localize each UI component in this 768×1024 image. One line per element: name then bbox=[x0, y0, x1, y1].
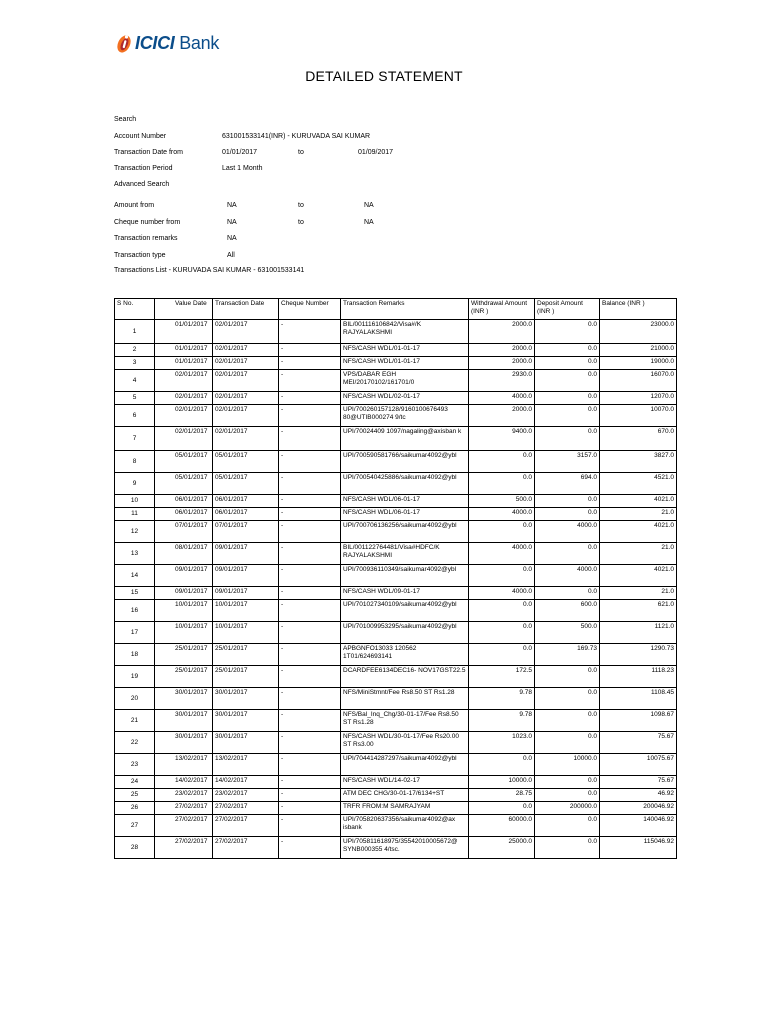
account-label: Account Number bbox=[114, 133, 167, 140]
table-row bbox=[115, 776, 677, 789]
cell-value-date: 13/02/2017 bbox=[155, 754, 213, 776]
cell-balance: 140046.92 bbox=[600, 815, 677, 837]
cell-withdrawal: 0.0 bbox=[469, 565, 535, 587]
cell-remarks: UPI/701027340109/saikumar4092@ybl bbox=[341, 600, 469, 622]
cell-value-date: 05/01/2017 bbox=[155, 473, 213, 495]
table-row bbox=[115, 451, 677, 473]
account-value: 631001533141(INR) - KURUVADA SAI KUMAR bbox=[222, 133, 371, 140]
table-row bbox=[115, 543, 677, 565]
cell-remarks: UPI/700260157128/9160100676493 80@UTIB000274 9/tc bbox=[341, 405, 469, 427]
table-row bbox=[115, 473, 677, 495]
cell-cheque-number: - bbox=[279, 344, 341, 357]
cell-deposit: 0.0 bbox=[535, 688, 600, 710]
cell-withdrawal: 2000.0 bbox=[469, 344, 535, 357]
cell-cheque-number: - bbox=[279, 521, 341, 543]
cell-remarks: NFS/CASH WDL/06-01-17 bbox=[341, 508, 469, 521]
cell-transaction-date: 27/02/2017 bbox=[213, 815, 279, 837]
cell-value-date: 02/01/2017 bbox=[155, 370, 213, 392]
cell-balance: 21.0 bbox=[600, 508, 677, 521]
type-value: All bbox=[227, 252, 235, 259]
cell-remarks: DCARDFEE6134DEC16- NOV17GST22.5 bbox=[341, 666, 469, 688]
cell-value-date: 27/02/2017 bbox=[155, 802, 213, 815]
cell-withdrawal: 2000.0 bbox=[469, 357, 535, 370]
cell-withdrawal: 0.0 bbox=[469, 644, 535, 666]
table-row bbox=[115, 370, 677, 392]
remarks-value: NA bbox=[227, 235, 237, 242]
cell-deposit: 500.0 bbox=[535, 622, 600, 644]
cell-value-date: 10/01/2017 bbox=[155, 622, 213, 644]
cell-remarks: TRFR FROM:M SAMRAJYAM bbox=[341, 802, 469, 815]
cell-cheque-number: - bbox=[279, 427, 341, 451]
cell-transaction-date: 02/01/2017 bbox=[213, 370, 279, 392]
cell-transaction-date: 09/01/2017 bbox=[213, 543, 279, 565]
cell-deposit: 694.0 bbox=[535, 473, 600, 495]
cell-balance: 75.67 bbox=[600, 732, 677, 754]
cell-balance: 21.0 bbox=[600, 543, 677, 565]
cell-deposit: 0.0 bbox=[535, 392, 600, 405]
cell-balance: 1121.0 bbox=[600, 622, 677, 644]
cell-cheque-number: - bbox=[279, 789, 341, 802]
cell-cheque-number: - bbox=[279, 370, 341, 392]
table-row bbox=[115, 495, 677, 508]
period-value: Last 1 Month bbox=[222, 165, 263, 172]
cell-remarks: NFS/Bal_Inq_Chg/30-01-17/Fee Rs8.50 ST Rs1.28 bbox=[341, 710, 469, 732]
cell-cheque-number: - bbox=[279, 600, 341, 622]
cell-balance: 1098.67 bbox=[600, 710, 677, 732]
cell-remarks: NFS/CASH WDL/01-01-17 bbox=[341, 357, 469, 370]
cell-deposit: 0.0 bbox=[535, 427, 600, 451]
cell-value-date: 08/01/2017 bbox=[155, 543, 213, 565]
cell-sno: 15 bbox=[115, 587, 155, 600]
cell-sno: 20 bbox=[115, 688, 155, 710]
table-header-row bbox=[115, 299, 677, 320]
amount-from-value: NA bbox=[227, 202, 237, 209]
cell-value-date: 05/01/2017 bbox=[155, 451, 213, 473]
cell-deposit: 0.0 bbox=[535, 543, 600, 565]
cell-remarks: NFS/CASH WDL/14-02-17 bbox=[341, 776, 469, 789]
cell-sno: 7 bbox=[115, 427, 155, 451]
cell-value-date: 25/01/2017 bbox=[155, 644, 213, 666]
cell-transaction-date: 07/01/2017 bbox=[213, 521, 279, 543]
transactions-table bbox=[114, 298, 677, 859]
cell-value-date: 27/02/2017 bbox=[155, 815, 213, 837]
cell-cheque-number: - bbox=[279, 815, 341, 837]
cell-withdrawal: 172.5 bbox=[469, 666, 535, 688]
cell-withdrawal: 2000.0 bbox=[469, 405, 535, 427]
cell-withdrawal: 60000.0 bbox=[469, 815, 535, 837]
cheque-to-value: NA bbox=[364, 219, 374, 226]
table-row bbox=[115, 427, 677, 451]
remarks-label: Transaction remarks bbox=[114, 235, 178, 242]
icici-logo bbox=[116, 30, 219, 56]
cell-withdrawal: 0.0 bbox=[469, 600, 535, 622]
search-heading: Search bbox=[114, 116, 137, 123]
cell-deposit: 0.0 bbox=[535, 837, 600, 859]
cell-value-date: 02/01/2017 bbox=[155, 392, 213, 405]
cell-deposit: 0.0 bbox=[535, 732, 600, 754]
table-row bbox=[115, 565, 677, 587]
page-title: DETAILED STATEMENT bbox=[305, 68, 463, 84]
table-row bbox=[115, 710, 677, 732]
table-row bbox=[115, 587, 677, 600]
amount-from-label: Amount from bbox=[114, 202, 155, 209]
header-deposit-amount: Deposit Amount (INR ) bbox=[535, 299, 600, 320]
cell-remarks: APBGNFO13033 120562 1T01/624693141 bbox=[341, 644, 469, 666]
cell-transaction-date: 27/02/2017 bbox=[213, 802, 279, 815]
cell-cheque-number: - bbox=[279, 543, 341, 565]
cell-withdrawal: 0.0 bbox=[469, 622, 535, 644]
table-row bbox=[115, 320, 677, 344]
cell-remarks: UPI/70024409 1097/nagaling@axisban k bbox=[341, 427, 469, 451]
cell-balance: 3827.0 bbox=[600, 451, 677, 473]
cell-sno: 1 bbox=[115, 320, 155, 344]
cell-remarks: NFS/CASH WDL/02-01-17 bbox=[341, 392, 469, 405]
cell-remarks: UPI/700706136256/saikumar4092@ybl bbox=[341, 521, 469, 543]
cell-transaction-date: 25/01/2017 bbox=[213, 644, 279, 666]
table-row bbox=[115, 666, 677, 688]
brand-name: ICICI Bank bbox=[135, 32, 220, 53]
cell-deposit: 200000.0 bbox=[535, 802, 600, 815]
cell-remarks: UPI/705811618975/35542010005672@ SYNB000355 4/tsc. bbox=[341, 837, 469, 859]
cell-deposit: 0.0 bbox=[535, 776, 600, 789]
cell-balance: 19000.0 bbox=[600, 357, 677, 370]
table-row bbox=[115, 521, 677, 543]
cell-deposit: 0.0 bbox=[535, 370, 600, 392]
cell-sno: 12 bbox=[115, 521, 155, 543]
cell-balance: 621.0 bbox=[600, 600, 677, 622]
cell-remarks: BIL/001116106842/Visa#/K RAJYALAKSHMI bbox=[341, 320, 469, 344]
cell-sno: 26 bbox=[115, 802, 155, 815]
cell-deposit: 0.0 bbox=[535, 587, 600, 600]
cell-cheque-number: - bbox=[279, 666, 341, 688]
cell-withdrawal: 4000.0 bbox=[469, 508, 535, 521]
type-label: Transaction type bbox=[114, 252, 166, 259]
cell-value-date: 14/02/2017 bbox=[155, 776, 213, 789]
cell-sno: 8 bbox=[115, 451, 155, 473]
cell-balance: 23000.0 bbox=[600, 320, 677, 344]
cell-deposit: 10000.0 bbox=[535, 754, 600, 776]
date-from-value: 01/01/2017 bbox=[222, 149, 258, 156]
cell-sno: 11 bbox=[115, 508, 155, 521]
cell-deposit: 0.0 bbox=[535, 666, 600, 688]
cell-sno: 2 bbox=[115, 344, 155, 357]
cell-withdrawal: 4000.0 bbox=[469, 392, 535, 405]
cell-transaction-date: 30/01/2017 bbox=[213, 732, 279, 754]
cell-withdrawal: 0.0 bbox=[469, 802, 535, 815]
cell-withdrawal: 9.78 bbox=[469, 710, 535, 732]
cell-sno: 23 bbox=[115, 754, 155, 776]
cell-sno: 16 bbox=[115, 600, 155, 622]
cell-transaction-date: 13/02/2017 bbox=[213, 754, 279, 776]
cell-value-date: 23/02/2017 bbox=[155, 789, 213, 802]
table-row bbox=[115, 802, 677, 815]
cell-deposit: 600.0 bbox=[535, 600, 600, 622]
cell-cheque-number: - bbox=[279, 644, 341, 666]
cell-sno: 4 bbox=[115, 370, 155, 392]
cell-balance: 670.0 bbox=[600, 427, 677, 451]
cell-deposit: 3157.0 bbox=[535, 451, 600, 473]
cell-sno: 22 bbox=[115, 732, 155, 754]
cell-value-date: 06/01/2017 bbox=[155, 495, 213, 508]
table-row bbox=[115, 600, 677, 622]
cell-remarks: NFS/CASH WDL/30-01-17/Fee Rs20.00 ST Rs3.00 bbox=[341, 732, 469, 754]
cell-withdrawal: 9.78 bbox=[469, 688, 535, 710]
header-withdrawal-amount: Withdrawal Amount (INR ) bbox=[469, 299, 535, 320]
cell-sno: 3 bbox=[115, 357, 155, 370]
cell-cheque-number: - bbox=[279, 508, 341, 521]
cell-balance: 4021.0 bbox=[600, 521, 677, 543]
cell-sno: 13 bbox=[115, 543, 155, 565]
cell-transaction-date: 06/01/2017 bbox=[213, 508, 279, 521]
cell-remarks: UPI/704414287297/saikumar4092@ybl bbox=[341, 754, 469, 776]
cell-transaction-date: 27/02/2017 bbox=[213, 837, 279, 859]
cell-cheque-number: - bbox=[279, 754, 341, 776]
table-row bbox=[115, 837, 677, 859]
cell-transaction-date: 30/01/2017 bbox=[213, 710, 279, 732]
cell-balance: 1118.23 bbox=[600, 666, 677, 688]
cell-withdrawal: 0.0 bbox=[469, 521, 535, 543]
cell-withdrawal: 0.0 bbox=[469, 473, 535, 495]
cell-sno: 9 bbox=[115, 473, 155, 495]
cell-sno: 28 bbox=[115, 837, 155, 859]
cell-cheque-number: - bbox=[279, 587, 341, 600]
cell-deposit: 0.0 bbox=[535, 405, 600, 427]
cell-value-date: 02/01/2017 bbox=[155, 405, 213, 427]
cell-withdrawal: 10000.0 bbox=[469, 776, 535, 789]
cell-withdrawal: 2000.0 bbox=[469, 320, 535, 344]
table-row bbox=[115, 392, 677, 405]
period-label: Transaction Period bbox=[114, 165, 173, 172]
cell-value-date: 09/01/2017 bbox=[155, 565, 213, 587]
cell-transaction-date: 10/01/2017 bbox=[213, 622, 279, 644]
date-from-label: Transaction Date from bbox=[114, 149, 183, 156]
cell-cheque-number: - bbox=[279, 776, 341, 789]
icici-emblem-icon bbox=[116, 32, 132, 54]
cell-sno: 14 bbox=[115, 565, 155, 587]
cell-transaction-date: 02/01/2017 bbox=[213, 344, 279, 357]
cell-cheque-number: - bbox=[279, 622, 341, 644]
cell-transaction-date: 06/01/2017 bbox=[213, 495, 279, 508]
cell-deposit: 169.73 bbox=[535, 644, 600, 666]
table-row bbox=[115, 508, 677, 521]
cell-deposit: 0.0 bbox=[535, 789, 600, 802]
cell-transaction-date: 02/01/2017 bbox=[213, 320, 279, 344]
date-to-label: to bbox=[298, 149, 304, 156]
cell-cheque-number: - bbox=[279, 320, 341, 344]
cell-cheque-number: - bbox=[279, 710, 341, 732]
cell-value-date: 30/01/2017 bbox=[155, 732, 213, 754]
cell-balance: 10075.67 bbox=[600, 754, 677, 776]
cell-deposit: 0.0 bbox=[535, 710, 600, 732]
cell-value-date: 30/01/2017 bbox=[155, 710, 213, 732]
cell-transaction-date: 02/01/2017 bbox=[213, 405, 279, 427]
cell-balance: 21000.0 bbox=[600, 344, 677, 357]
cell-sno: 27 bbox=[115, 815, 155, 837]
cell-balance: 4521.0 bbox=[600, 473, 677, 495]
table-row bbox=[115, 405, 677, 427]
cell-cheque-number: - bbox=[279, 802, 341, 815]
cell-remarks: BIL/001122764481/Visa#HDFC/K RAJYALAKSHMI bbox=[341, 543, 469, 565]
cell-remarks: ATM DEC CHG/30-01-17/6134+ST bbox=[341, 789, 469, 802]
cell-cheque-number: - bbox=[279, 688, 341, 710]
transactions-list-heading: Transactions List - KURUVADA SAI KUMAR - 631001533141 bbox=[114, 267, 305, 274]
cell-withdrawal: 2930.0 bbox=[469, 370, 535, 392]
cell-remarks: NFS/CASH WDL/09-01-17 bbox=[341, 587, 469, 600]
cell-cheque-number: - bbox=[279, 473, 341, 495]
cell-deposit: 0.0 bbox=[535, 357, 600, 370]
cell-transaction-date: 02/01/2017 bbox=[213, 357, 279, 370]
cell-sno: 25 bbox=[115, 789, 155, 802]
cell-sno: 6 bbox=[115, 405, 155, 427]
cell-value-date: 27/02/2017 bbox=[155, 837, 213, 859]
cell-deposit: 0.0 bbox=[535, 508, 600, 521]
table-row bbox=[115, 815, 677, 837]
cell-balance: 1108.45 bbox=[600, 688, 677, 710]
date-to-value: 01/09/2017 bbox=[358, 149, 394, 156]
cell-balance: 75.67 bbox=[600, 776, 677, 789]
cell-deposit: 0.0 bbox=[535, 815, 600, 837]
cheque-to-label: to bbox=[298, 219, 304, 226]
cell-balance: 10070.0 bbox=[600, 405, 677, 427]
cell-remarks: UPI/700540425886/saikumar4092@ybl bbox=[341, 473, 469, 495]
cell-value-date: 01/01/2017 bbox=[155, 344, 213, 357]
table-row bbox=[115, 754, 677, 776]
cell-cheque-number: - bbox=[279, 732, 341, 754]
header-transaction-date: Transaction Date bbox=[213, 299, 279, 320]
header-value-date: Value Date bbox=[155, 299, 213, 320]
cell-remarks: NFS/CASH WDL/01-01-17 bbox=[341, 344, 469, 357]
cell-remarks: UPI/701009953295/saikumar4092@ybl bbox=[341, 622, 469, 644]
cell-deposit: 4000.0 bbox=[535, 565, 600, 587]
cell-withdrawal: 0.0 bbox=[469, 754, 535, 776]
cell-withdrawal: 25000.0 bbox=[469, 837, 535, 859]
cell-remarks: NFS/CASH WDL/06-01-17 bbox=[341, 495, 469, 508]
cell-balance: 21.0 bbox=[600, 587, 677, 600]
cell-transaction-date: 02/01/2017 bbox=[213, 427, 279, 451]
table-row bbox=[115, 789, 677, 802]
table-row bbox=[115, 622, 677, 644]
cell-cheque-number: - bbox=[279, 495, 341, 508]
cell-withdrawal: 4000.0 bbox=[469, 587, 535, 600]
cell-value-date: 07/01/2017 bbox=[155, 521, 213, 543]
cell-transaction-date: 23/02/2017 bbox=[213, 789, 279, 802]
cell-transaction-date: 10/01/2017 bbox=[213, 600, 279, 622]
header-balance: Balance (INR ) bbox=[600, 299, 677, 320]
table-row bbox=[115, 644, 677, 666]
cell-balance: 12070.0 bbox=[600, 392, 677, 405]
cell-transaction-date: 30/01/2017 bbox=[213, 688, 279, 710]
cell-deposit: 0.0 bbox=[535, 495, 600, 508]
cell-sno: 18 bbox=[115, 644, 155, 666]
cell-cheque-number: - bbox=[279, 451, 341, 473]
cell-value-date: 01/01/2017 bbox=[155, 320, 213, 344]
cell-sno: 17 bbox=[115, 622, 155, 644]
cell-sno: 21 bbox=[115, 710, 155, 732]
cell-withdrawal: 500.0 bbox=[469, 495, 535, 508]
cell-value-date: 25/01/2017 bbox=[155, 666, 213, 688]
cell-balance: 1290.73 bbox=[600, 644, 677, 666]
cell-transaction-date: 05/01/2017 bbox=[213, 473, 279, 495]
cell-balance: 200046.92 bbox=[600, 802, 677, 815]
cell-transaction-date: 02/01/2017 bbox=[213, 392, 279, 405]
cell-sno: 5 bbox=[115, 392, 155, 405]
cell-balance: 4021.0 bbox=[600, 495, 677, 508]
cell-balance: 46.92 bbox=[600, 789, 677, 802]
cell-value-date: 30/01/2017 bbox=[155, 688, 213, 710]
cell-remarks: NFS/MiniStmnt/Fee Rs8.50 ST Rs1.28 bbox=[341, 688, 469, 710]
cell-withdrawal: 1023.0 bbox=[469, 732, 535, 754]
table-row bbox=[115, 357, 677, 370]
cell-value-date: 10/01/2017 bbox=[155, 600, 213, 622]
cell-balance: 4021.0 bbox=[600, 565, 677, 587]
cell-deposit: 4000.0 bbox=[535, 521, 600, 543]
cell-deposit: 0.0 bbox=[535, 344, 600, 357]
cell-withdrawal: 28.75 bbox=[469, 789, 535, 802]
cell-value-date: 01/01/2017 bbox=[155, 357, 213, 370]
header-transaction-remarks: Transaction Remarks bbox=[341, 299, 469, 320]
cell-cheque-number: - bbox=[279, 357, 341, 370]
cheque-from-value: NA bbox=[227, 219, 237, 226]
cell-withdrawal: 0.0 bbox=[469, 451, 535, 473]
cell-transaction-date: 09/01/2017 bbox=[213, 587, 279, 600]
cell-sno: 24 bbox=[115, 776, 155, 789]
cell-remarks: UPI/700590581766/saikumar4092@ybl bbox=[341, 451, 469, 473]
cell-cheque-number: - bbox=[279, 565, 341, 587]
cell-balance: 115046.92 bbox=[600, 837, 677, 859]
cell-value-date: 09/01/2017 bbox=[155, 587, 213, 600]
cell-value-date: 06/01/2017 bbox=[155, 508, 213, 521]
header-sno: S No. bbox=[115, 299, 155, 320]
cheque-from-label: Cheque number from bbox=[114, 219, 181, 226]
amount-to-label: to bbox=[298, 202, 304, 209]
cell-sno: 19 bbox=[115, 666, 155, 688]
cell-transaction-date: 25/01/2017 bbox=[213, 666, 279, 688]
header-cheque-number: Cheque Number bbox=[279, 299, 341, 320]
cell-withdrawal: 4000.0 bbox=[469, 543, 535, 565]
cell-balance: 16070.0 bbox=[600, 370, 677, 392]
amount-to-value: NA bbox=[364, 202, 374, 209]
cell-withdrawal: 9400.0 bbox=[469, 427, 535, 451]
table-row bbox=[115, 732, 677, 754]
table-row bbox=[115, 688, 677, 710]
cell-deposit: 0.0 bbox=[535, 320, 600, 344]
cell-remarks: VPS/DABAR EGH MEI/20170102/161701/0 bbox=[341, 370, 469, 392]
cell-cheque-number: - bbox=[279, 392, 341, 405]
cell-transaction-date: 05/01/2017 bbox=[213, 451, 279, 473]
table-row bbox=[115, 344, 677, 357]
cell-transaction-date: 14/02/2017 bbox=[213, 776, 279, 789]
cell-cheque-number: - bbox=[279, 837, 341, 859]
cell-transaction-date: 09/01/2017 bbox=[213, 565, 279, 587]
cell-cheque-number: - bbox=[279, 405, 341, 427]
cell-value-date: 02/01/2017 bbox=[155, 427, 213, 451]
cell-remarks: UPI/700936110349/saikumar4092@ybl bbox=[341, 565, 469, 587]
cell-remarks: UPI/705820637356/saikumar4092@ax isbank bbox=[341, 815, 469, 837]
advanced-search-heading: Advanced Search bbox=[114, 181, 170, 188]
cell-sno: 10 bbox=[115, 495, 155, 508]
